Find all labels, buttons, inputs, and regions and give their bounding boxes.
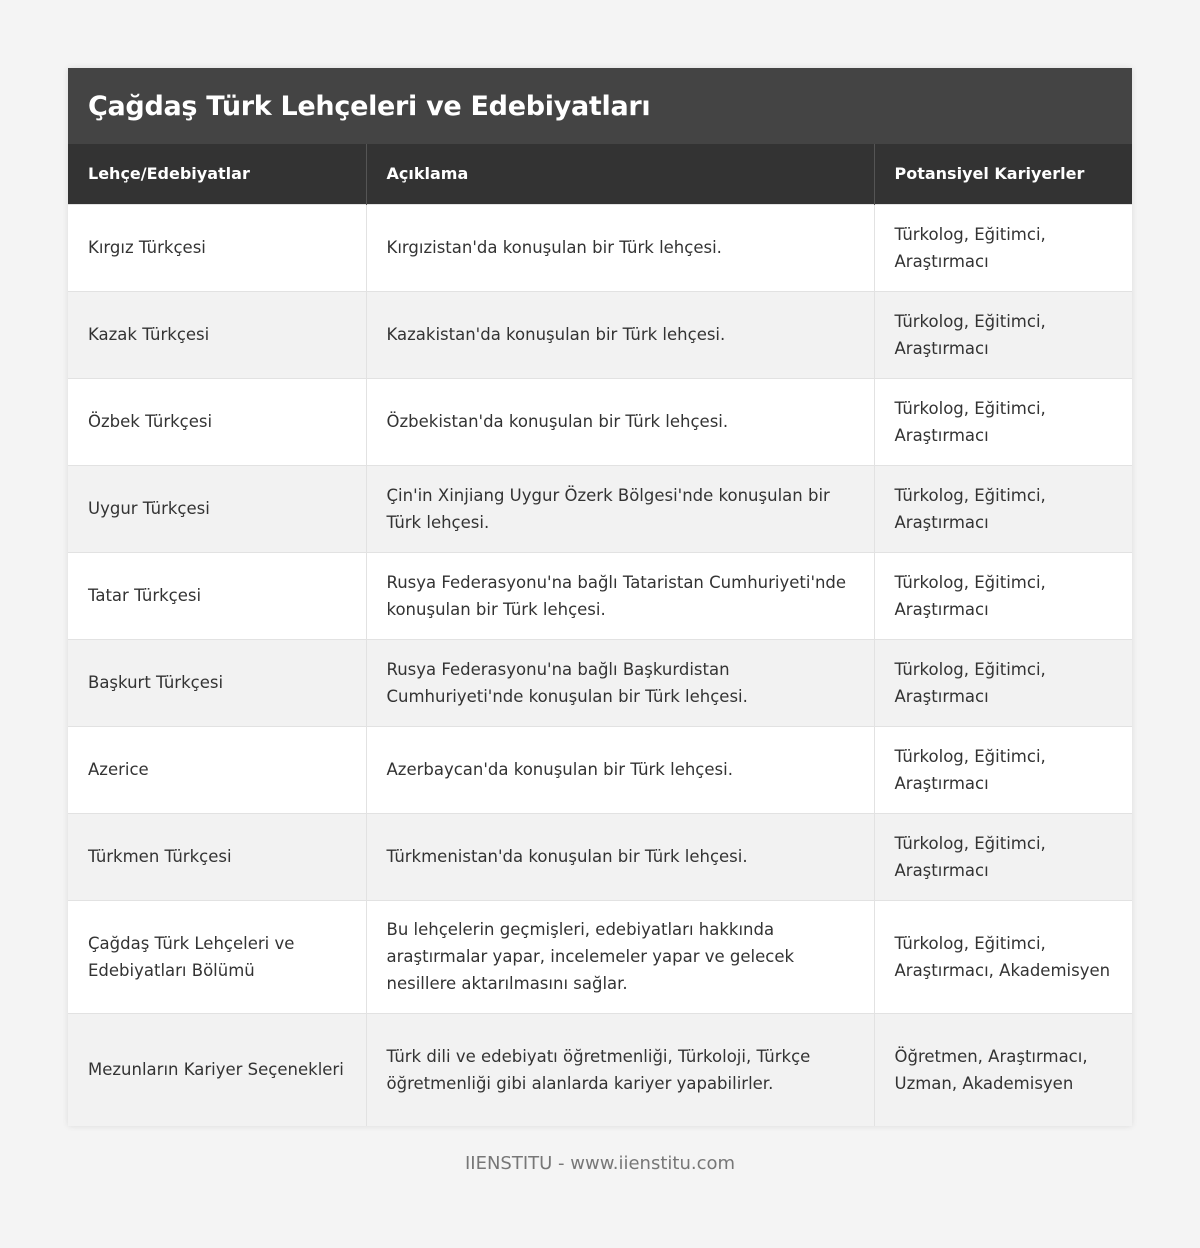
table-row: [68, 291, 1132, 378]
cell-description: Çin'in Xinjiang Uygur Özerk Bölgesi'nde konuşulan bir Türk lehçesi.: [366, 465, 874, 552]
cell-careers: Türkolog, Eğitimci, Araştırmacı: [874, 465, 1132, 552]
cell-description: Özbekistan'da konuşulan bir Türk lehçesi.: [366, 378, 874, 465]
table-header-row: [68, 144, 1132, 204]
footer-credit: IIENSTITU - www.iienstitu.com: [464, 1153, 736, 1174]
cell-dialect: Başkurt Türkçesi: [68, 639, 366, 726]
cell-dialect: Kırgız Türkçesi: [68, 204, 366, 291]
cell-dialect: Türkmen Türkçesi: [68, 813, 366, 900]
cell-description: Rusya Federasyonu'na bağlı Tataristan Cumhuriyeti'nde konuşulan bir Türk lehçesi.: [366, 552, 874, 639]
title-bar: [68, 68, 1132, 144]
cell-dialect: Özbek Türkçesi: [68, 378, 366, 465]
table-row: [68, 378, 1132, 465]
table-row: [68, 465, 1132, 552]
cell-dialect: Tatar Türkçesi: [68, 552, 366, 639]
cell-description: Türk dili ve edebiyatı öğretmenliği, Türkoloji, Türkçe öğretmenliği gibi alanlarda kariyer yapabilirler.: [366, 1013, 874, 1126]
table-row: [68, 813, 1132, 900]
table-row: [68, 1013, 1132, 1126]
cell-careers: Türkolog, Eğitimci, Araştırmacı: [874, 639, 1132, 726]
table-row: [68, 726, 1132, 813]
cell-description: Rusya Federasyonu'na bağlı Başkurdistan Cumhuriyeti'nde konuşulan bir Türk lehçesi.: [366, 639, 874, 726]
cell-careers: Türkolog, Eğitimci, Araştırmacı: [874, 378, 1132, 465]
table-row: [68, 639, 1132, 726]
cell-careers: Türkolog, Eğitimci, Araştırmacı: [874, 552, 1132, 639]
column-header-careers: Potansiyel Kariyerler: [874, 144, 1132, 204]
cell-description: Türkmenistan'da konuşulan bir Türk lehçesi.: [366, 813, 874, 900]
cell-description: Azerbaycan'da konuşulan bir Türk lehçesi.: [366, 726, 874, 813]
cell-careers: Türkolog, Eğitimci, Araştırmacı: [874, 291, 1132, 378]
cell-careers: Türkolog, Eğitimci, Araştırmacı: [874, 813, 1132, 900]
table-row: [68, 204, 1132, 291]
cell-careers: Öğretmen, Araştırmacı, Uzman, Akademisyen: [874, 1013, 1132, 1126]
column-header-dialect: Lehçe/Edebiyatlar: [68, 144, 366, 204]
column-header-description: Açıklama: [366, 144, 874, 204]
cell-dialect: Azerice: [68, 726, 366, 813]
cell-careers: Türkolog, Eğitimci, Araştırmacı, Akademisyen: [874, 900, 1132, 1013]
cell-dialect: Çağdaş Türk Lehçeleri ve Edebiyatları Bölümü: [68, 900, 366, 1013]
cell-dialect: Mezunların Kariyer Seçenekleri: [68, 1013, 366, 1126]
cell-dialect: Kazak Türkçesi: [68, 291, 366, 378]
cell-careers: Türkolog, Eğitimci, Araştırmacı: [874, 726, 1132, 813]
cell-description: Kırgızistan'da konuşulan bir Türk lehçesi.: [366, 204, 874, 291]
career-table: [68, 144, 1132, 1126]
cell-description: Bu lehçelerin geçmişleri, edebiyatları hakkında araştırmalar yapar, incelemeler yapar ve gelecek nesillere aktarılmasını sağlar.: [366, 900, 874, 1013]
table-row: [68, 552, 1132, 639]
page-title: Çağdaş Türk Lehçeleri ve Edebiyatları: [88, 90, 651, 122]
cell-careers: Türkolog, Eğitimci, Araştırmacı: [874, 204, 1132, 291]
cell-dialect: Uygur Türkçesi: [68, 465, 366, 552]
table-row: [68, 900, 1132, 1013]
table-card: [68, 68, 1132, 1126]
cell-description: Kazakistan'da konuşulan bir Türk lehçesi.: [366, 291, 874, 378]
